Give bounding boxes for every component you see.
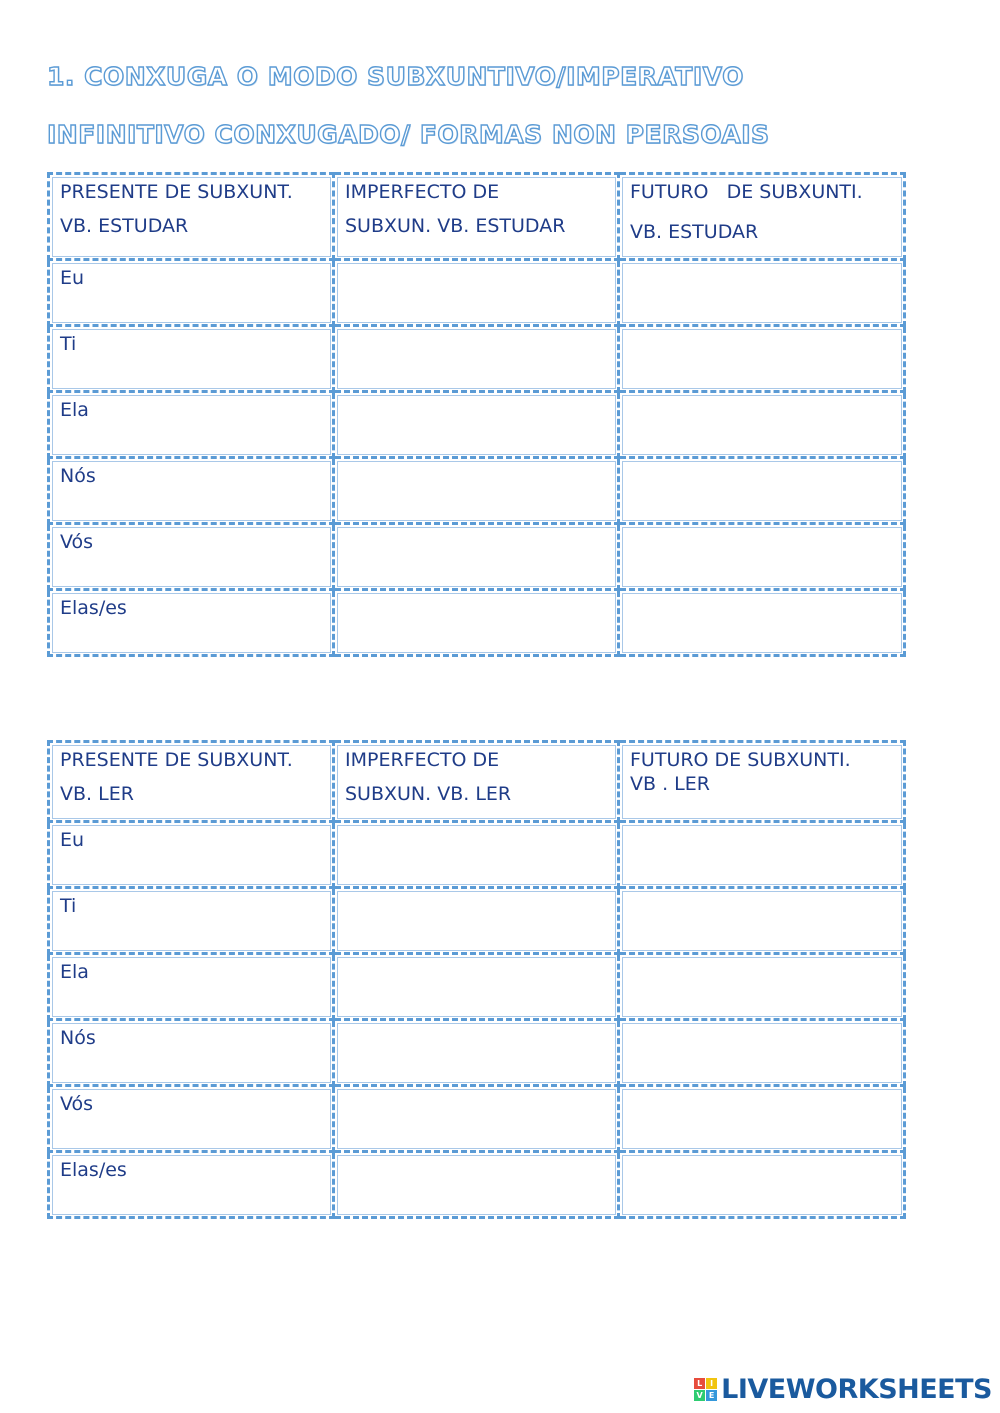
person-label: Eu xyxy=(49,260,334,326)
header-futuro xyxy=(619,742,905,822)
header-line: PRESENTE DE SUBXUNT. xyxy=(60,181,293,203)
table-row xyxy=(49,392,905,458)
answer-cell-futuro[interactable] xyxy=(619,524,905,590)
table-header-row xyxy=(49,174,905,260)
header-futuro xyxy=(619,174,905,260)
answer-cell-futuro[interactable] xyxy=(619,1020,905,1086)
answer-cell-imperfecto[interactable] xyxy=(334,888,619,954)
table-row xyxy=(49,260,905,326)
answer-cell-futuro[interactable] xyxy=(619,260,905,326)
answer-cell-imperfecto[interactable] xyxy=(334,1152,619,1218)
answer-cell-imperfecto[interactable] xyxy=(334,392,619,458)
answer-cell-futuro[interactable] xyxy=(619,888,905,954)
table-row xyxy=(49,888,905,954)
header-line: VB . LER xyxy=(630,773,710,795)
answer-cell-futuro[interactable] xyxy=(619,1086,905,1152)
header-presente xyxy=(49,174,334,260)
answer-cell-imperfecto[interactable] xyxy=(334,458,619,524)
table-row xyxy=(49,1086,905,1152)
header-line: PRESENTE DE SUBXUNT. xyxy=(60,749,293,771)
person-label: Vós xyxy=(49,524,334,590)
answer-cell-futuro[interactable] xyxy=(619,954,905,1020)
table-row xyxy=(49,524,905,590)
answer-cell-futuro[interactable] xyxy=(619,590,905,656)
answer-cell-futuro[interactable] xyxy=(619,1152,905,1218)
table-row xyxy=(49,326,905,392)
header-line: SUBXUN. VB. ESTUDAR xyxy=(345,215,566,237)
person-label: Vós xyxy=(49,1086,334,1152)
logo-letter: L xyxy=(694,1378,705,1389)
logo-letter: E xyxy=(706,1390,717,1401)
table-row xyxy=(49,822,905,888)
answer-cell-futuro[interactable] xyxy=(619,822,905,888)
worksheet-subtitle: INFINITIVO CONXUGADO/ FORMAS NON PERSOAIS xyxy=(47,120,770,149)
answer-cell-imperfecto[interactable] xyxy=(334,954,619,1020)
answer-cell-imperfecto[interactable] xyxy=(334,1086,619,1152)
header-imperfecto xyxy=(334,742,619,822)
table-row xyxy=(49,458,905,524)
person-label: Elas/es xyxy=(49,590,334,656)
answer-cell-imperfecto[interactable] xyxy=(334,260,619,326)
person-label: Ela xyxy=(49,392,334,458)
header-line: VB. ESTUDAR xyxy=(60,215,189,237)
person-label: Ti xyxy=(49,326,334,392)
header-line: IMPERFECTO DE xyxy=(345,749,500,771)
header-line: FUTURO DE SUBXUNTI. xyxy=(630,181,863,203)
answer-cell-imperfecto[interactable] xyxy=(334,1020,619,1086)
worksheet-title: 1. CONXUGA O MODO SUBXUNTIVO/IMPERATIVO xyxy=(47,62,744,91)
person-label: Ti xyxy=(49,888,334,954)
table-row xyxy=(49,1020,905,1086)
table-row xyxy=(49,954,905,1020)
person-label: Nós xyxy=(49,1020,334,1086)
header-line: FUTURO DE SUBXUNTI. xyxy=(630,749,851,771)
answer-cell-imperfecto[interactable] xyxy=(334,590,619,656)
answer-cell-futuro[interactable] xyxy=(619,392,905,458)
table-row xyxy=(49,590,905,656)
table-header-row xyxy=(49,742,905,822)
header-line: VB. ESTUDAR xyxy=(630,221,759,243)
header-line: VB. LER xyxy=(60,783,134,805)
header-presente xyxy=(49,742,334,822)
person-label: Eu xyxy=(49,822,334,888)
conjugation-table-estudar xyxy=(47,172,906,657)
answer-cell-imperfecto[interactable] xyxy=(334,326,619,392)
header-imperfecto xyxy=(334,174,619,260)
answer-cell-futuro[interactable] xyxy=(619,458,905,524)
person-label: Ela xyxy=(49,954,334,1020)
brand-name: LIVEWORKSHEETS xyxy=(721,1374,992,1405)
answer-cell-imperfecto[interactable] xyxy=(334,524,619,590)
conjugation-table-ler xyxy=(47,740,906,1219)
liveworksheets-logo[interactable] xyxy=(694,1374,992,1405)
logo-icon xyxy=(694,1378,717,1401)
logo-letter: I xyxy=(706,1378,717,1389)
person-label: Elas/es xyxy=(49,1152,334,1218)
answer-cell-futuro[interactable] xyxy=(619,326,905,392)
header-line: IMPERFECTO DE xyxy=(345,181,500,203)
answer-cell-imperfecto[interactable] xyxy=(334,822,619,888)
header-line: SUBXUN. VB. LER xyxy=(345,783,512,805)
person-label: Nós xyxy=(49,458,334,524)
logo-letter: V xyxy=(694,1390,705,1401)
table-row xyxy=(49,1152,905,1218)
